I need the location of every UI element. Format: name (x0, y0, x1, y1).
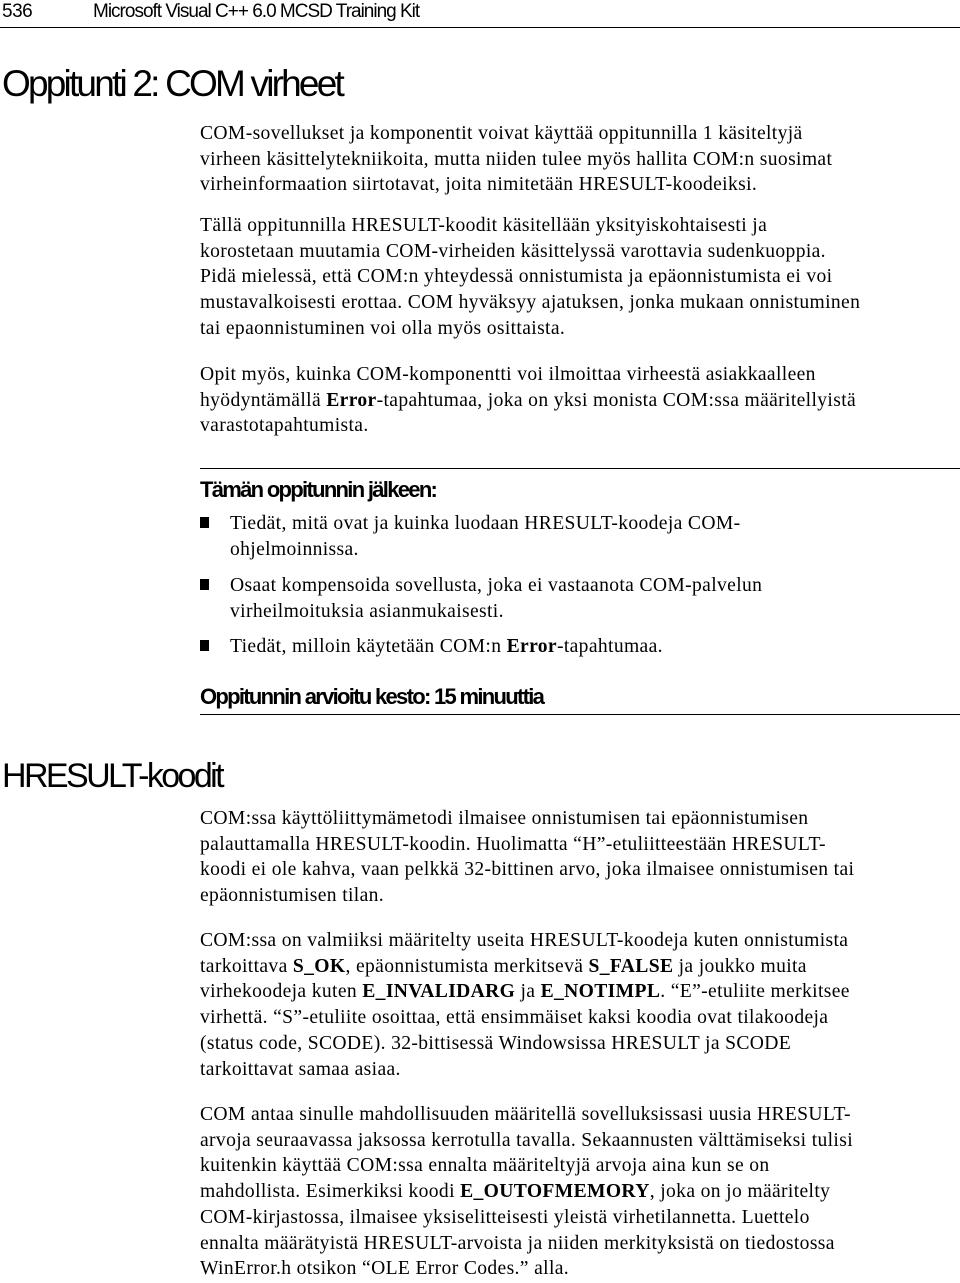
objective-text (230, 634, 850, 660)
bullet-square-icon (200, 640, 209, 651)
text-run: ja (515, 981, 541, 1003)
text-run: -tapahtumaa, joka on yksi monista COM:ssa määritellyistä varastotapahtumista. (200, 389, 857, 437)
objective-text: Tiedät, mitä ovat ja kuinka luodaan HRESULT-koodeja COM- ohjelmoinnissa. (230, 513, 741, 560)
code-s-false: S_FALSE (588, 955, 674, 977)
bullet-square-icon (200, 579, 209, 590)
code-e-outofmemory: E_OUTOFMEMORY (460, 1181, 650, 1203)
error-keyword: Error (326, 389, 377, 411)
error-event-paragraph (200, 362, 960, 439)
text-run: COM antaa sinulle mahdollisuuden määritellä sovelluksissasi uusia HRESULT- arvoja seuraavassa jaksossa kerrotulla tavalla. Sekaannusten välttämiseksi tulisi kuitenkin käyttää COM:ssa ennalta määriteltyjä arvoja aina kun se on mahdollista. Esimerkiksi koodi (200, 1104, 853, 1203)
objectives-rule (200, 468, 960, 469)
intro-paragraph-1: COM-sovellukset ja komponentit voivat käyttää oppitunnilla 1 käsiteltyjä virheen käsittelytekniikoita, mutta niiden tulee myös hallita COM:n suosimat virheinformaation siirtotavat, joita nimitetään HRESULT-koodeiksi. (200, 123, 833, 196)
objective-text: Osaat kompensoida sovellusta, joka ei vastaanota COM-palvelun virheilmoituksia asianmukaisesti. (230, 575, 763, 622)
lesson-title: Oppitunti 2: COM virheet (2, 63, 342, 104)
error-keyword: Error (506, 636, 557, 657)
running-header (0, 0, 960, 28)
bullet-square-icon (200, 517, 209, 528)
text-run: , joka on jo määritelty COM-kirjastossa, ilmaisee yksiselitteisesti yleistä virhetilannetta. Luettelo ennalta määrätyistä HRESULT-arvoista ja niiden merkityksistä on tiedostossa WinError.h otsikon “OLE Error Codes.” alla. (200, 1181, 835, 1280)
section-title: HRESULT-koodit (2, 757, 222, 795)
text-run: Tiedät, milloin käytetään COM:n (230, 636, 507, 657)
intro-paragraph-2: Tällä oppitunnilla HRESULT-koodit käsitellään yksityiskohtaisesti ja korostetaan muutamia COM-virheiden käsittelyssä varottavia sudenkuoppia. Pidä mielessä, että COM:n yhteydessä onnistumista ja epäonnistumista ei voi mustavalkoisesti erottaa. COM hyväksyy ajatuksen, jonka mukaan onnistuminen tai epaonnistuminen voi olla myös osittaista. (200, 215, 861, 339)
code-e-notimpl: E_NOTIMPL (540, 981, 661, 1003)
hresult-paragraph-3 (200, 1102, 960, 1282)
text-run: . “E”-etuliite merkitsee virhettä. “S”-etuliite osoittaa, että ensimmäiset kaksi koodia ovat tilakoodeja (status code, SCODE). 32-bittisessä Windowsissa HRESULT ja SCODE tarkoittavat samaa asiaa. (200, 981, 850, 1080)
text-run: -tapahtumaa. (556, 636, 663, 657)
header-rule (0, 27, 960, 28)
book-title: Microsoft Visual C++ 6.0 MCSD Training Kit (93, 1, 420, 22)
code-s-ok: S_OK (292, 955, 346, 977)
text-run: , epäonnistumista merkitsevä (345, 955, 589, 977)
code-e-invalidarg: E_INVALIDARG (362, 981, 516, 1003)
hresult-paragraph-2 (200, 928, 960, 1082)
duration-heading: Oppitunnin arvioitu kesto: 15 minuuttia (200, 684, 544, 709)
text-run: COM:ssa on valmiiksi määritelty useita HRESULT-koodeja kuten onnistumista tarkoittava (200, 930, 849, 977)
hresult-paragraph-1: COM:ssa käyttöliittymämetodi ilmaisee onnistumisen tai epäonnistumisen palauttamalla HRESULT-koodin. Huolimatta “H”-etuliitteestään HRESULT- koodi ei ole kahva, vaan pelkkä 32-bittinen arvo, joka ilmaisee onnistumisen tai epäonnistumisen tilan. (200, 808, 855, 907)
text-run: Opit myös, kuinka COM-komponentti voi ilmoittaa virheestä asiakkaalleen hyödyntämällä (200, 364, 816, 411)
page-number: 536 (2, 1, 33, 22)
objectives-heading: Tämän oppitunnin jälkeen: (200, 477, 437, 502)
text-run: ja joukko muita virhekoodeja kuten (200, 955, 807, 1003)
duration-rule (200, 714, 960, 715)
